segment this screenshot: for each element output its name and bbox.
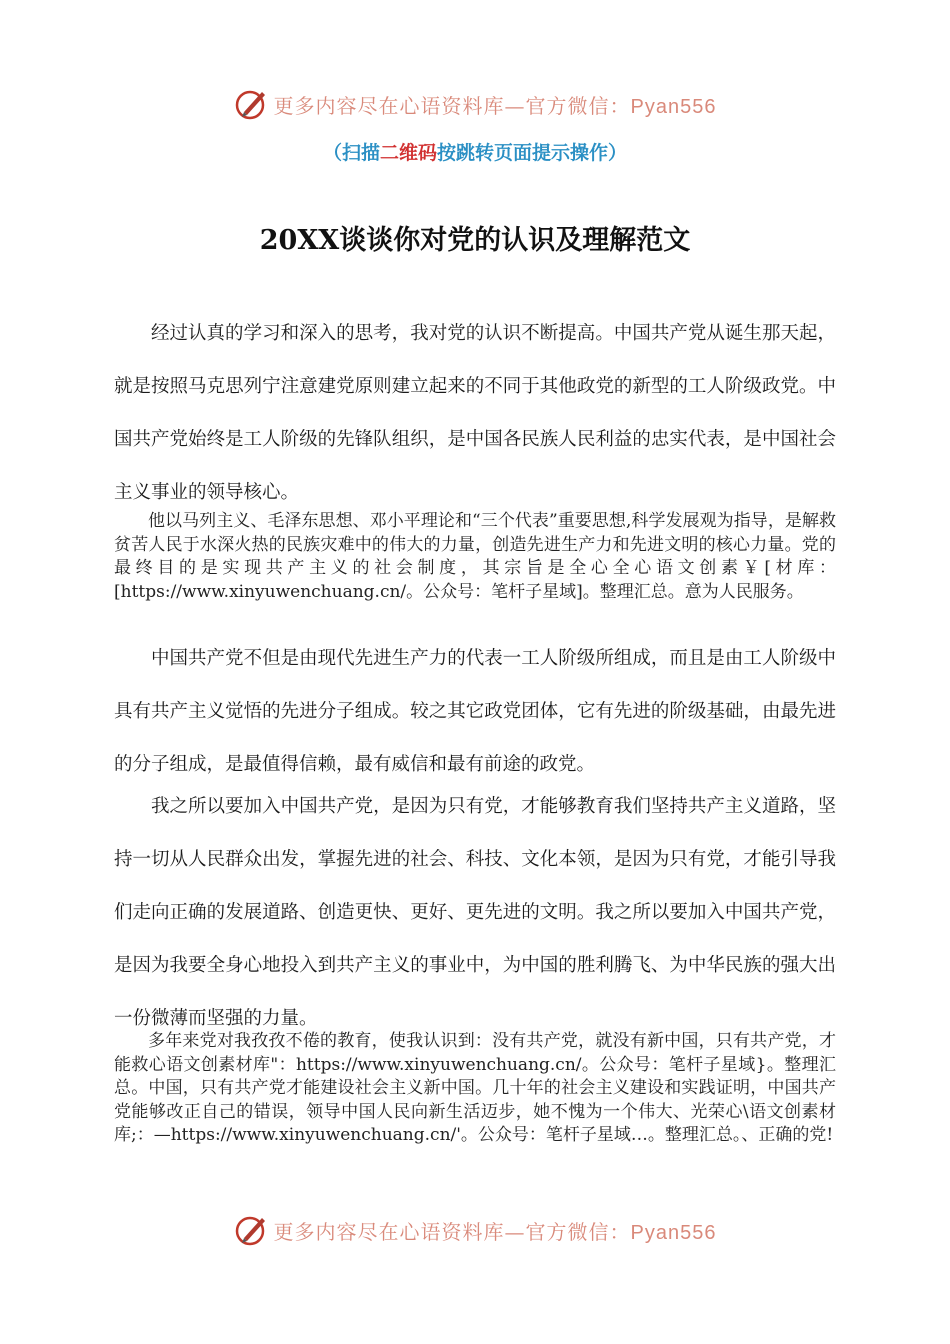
header-banner [0, 84, 950, 124]
paragraph-5: 多年来党对我孜孜不倦的教育，使我认识到：没有共产党，就没有新中国，只有共产党，才能救心语文创素材库"：https://www.xinyuwenchuang.cn/。公众号：笔杆子星域}。整理汇总。中国，只有共产党才能建设社会主义新中国。几十年的社会主义建设和实践证明，中国共产党能够改正自己的错误，领导中国人民向新生活迈步，她不愧为一个伟大、光荣心\语文创素材库;：—https://www.xinyuwenchuang.cn/'。公众号：笔杆子星域…。整理汇总。、正确的党! [114, 1031, 836, 1145]
footer-wechat-id: Pyan556 [630, 1221, 717, 1244]
paragraph-4: 我之所以要加入中国共产党，是因为只有党，才能够教育我们坚持共产主义道路，坚持一切从人民群众出发，掌握先进的社会、科技、文化本领，是因为只有党，才能引导我们走向正确的发展道路、创造更快、更好、更先进的文明。我之所以要加入中国共产党，是因为我要全身心地投入到共产主义的事业中，为中国的胜利腾飞、为中华民族的强大出一份微薄而坚强的力量。 [114, 796, 836, 1029]
footer-banner [0, 1210, 950, 1250]
document-title: 20XX谈谈你对党的认识及理解范文 [259, 225, 691, 256]
pen-logo-icon [234, 86, 270, 122]
footer-banner-text: 更多内容尽在心语资料库—官方微信：Pyan556 [273, 1219, 717, 1244]
paragraph-2: 他以马列主义、毛泽东思想、邓小平理论和“三个代表”重要思想,科学发展观为指导，是解救贫苦人民于水深火热的民族灾难中的伟大的力量，创造先进生产力和先进文明的核心力量。党的最终目的是实现共产主义的社会制度，其宗旨是全心全心语文创素￥[材库：[https://www.xinyuwenchuang.cn/。公众号：笔杆子星域]。整理汇总。意为人民服务。 [114, 511, 836, 602]
scan-instruction: （扫描二维码按跳转页面提示操作） [322, 142, 628, 164]
paragraph-3: 中国共产党不但是由现代先进生产力的代表一工人阶级所组成，而且是由工人阶级中具有共产主义觉悟的先进分子组成。较之其它政党团体，它有先进的阶级基础，由最先进的分子组成，是最值得信赖，最有威信和最有前途的政党。 [114, 648, 836, 775]
pen-logo-icon [234, 1212, 270, 1248]
wechat-id: Pyan556 [630, 95, 717, 118]
banner-text: 更多内容尽在心语资料库—官方微信：Pyan556 [273, 93, 717, 118]
paragraph-1: 经过认真的学习和深入的思考，我对党的认识不断提高。中国共产党从诞生那天起，就是按照马克思列宁注意建党原则建立起来的不同于其他政党的新型的工人阶级政党。中国共产党始终是工人阶级的先锋队组织，是中国各民族人民利益的忠实代表，是中国社会主义事业的领导核心。 [114, 323, 836, 503]
